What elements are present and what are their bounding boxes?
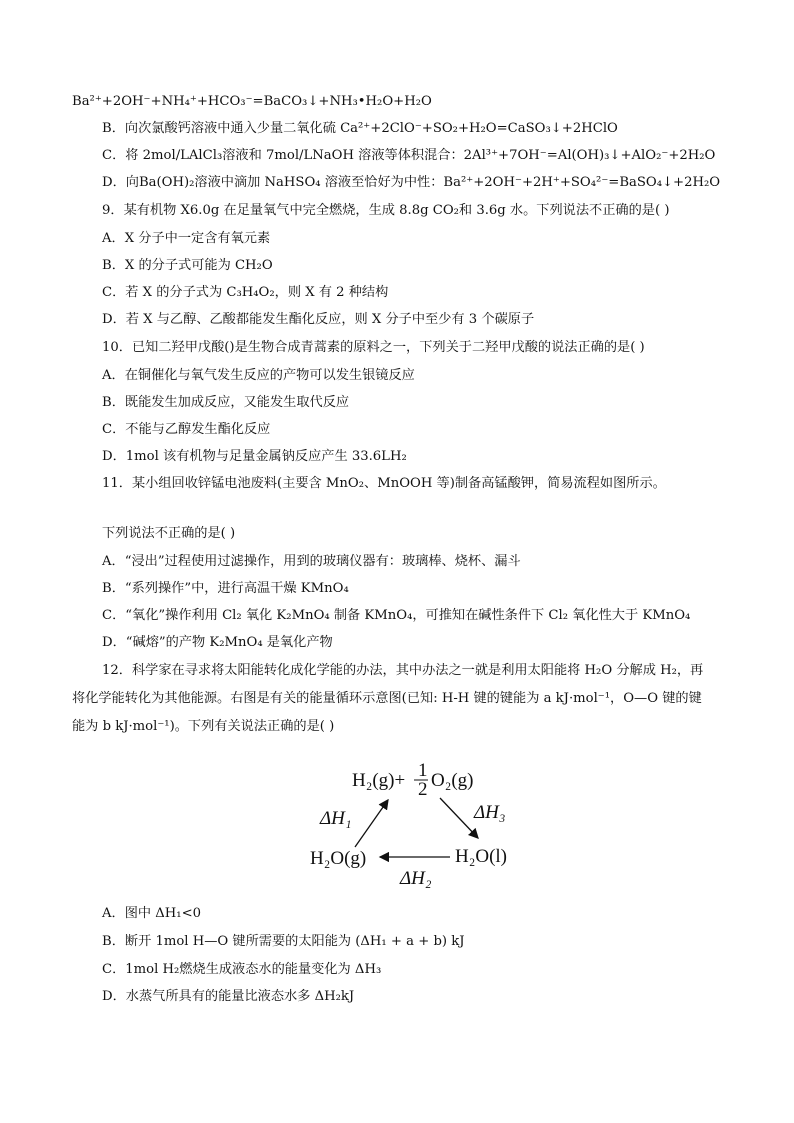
q12-option-c: C．1mol H₂燃烧生成液态水的能量变化为 ΔH₃ (102, 962, 382, 977)
species-h2o-gas: H₂O(g) (310, 848, 367, 869)
top-species-h2: H₂(g)+ (352, 770, 406, 791)
q9-option-b: B．X 的分子式可能为 CH₂O (102, 258, 273, 273)
question-12-line-1: 12．科学家在寻求将太阳能转化成化学能的办法，其中办法之一就是利用太阳能将 H₂O 分解成 H₂，再 (102, 663, 704, 678)
option-d-line: D．向Ba(OH)₂溶液中滴加 NaHSO₄ 溶液至恰好为中性：Ba²⁺+2OH⁻+2H⁺+SO₄²⁻=BaSO₄↓+2H₂O (102, 175, 721, 190)
question-9: 9．某有机物 X6.0g 在足量氧气中完全燃烧，生成 8.8g CO₂和 3.6g 水。下列说法不正确的是( ) (102, 203, 670, 218)
q10-option-b: B．既能发生加成反应，又能发生取代反应 (102, 395, 350, 410)
question-12-line-2: 将化学能转化为其他能源。右图是有关的能量循环示意图(已知: H-H 键的键能为 a kJ·mol⁻¹，O—O 键的键 (72, 691, 702, 706)
top-species-o2: O₂(g) (431, 770, 474, 791)
q9-option-c: C．若 X 的分子式为 C₃H₄O₂，则 X 有 2 种结构 (102, 285, 389, 300)
q9-option-d: D．若 X 与乙醇、乙酸都能发生酯化反应，则 X 分子中至少有 3 个碳原子 (102, 312, 535, 327)
text-line: Ba²⁺+2OH⁻+NH₄⁺+HCO₃⁻=BaCO₃↓+NH₃•H₂O+H₂O (72, 94, 432, 109)
q12-option-d: D．水蒸气所具有的能量比液态水多 ΔH₂kJ (102, 989, 355, 1004)
option-b-line: B．向次氯酸钙溶液中通入少量二氧化硫 Ca²⁺+2ClO⁻+SO₂+H₂O=CaSO₃↓+2HClO (102, 121, 618, 136)
q12-option-a: A．图中 ΔH₁<0 (102, 906, 202, 921)
q10-option-c: C．不能与乙醇发生酯化反应 (102, 422, 271, 437)
q11-option-a: A．“浸出”过程使用过滤操作，用到的玻璃仪器有：玻璃棒、烧杯、漏斗 (102, 554, 521, 569)
species-h2o-liquid: H₂O(l) (455, 846, 507, 867)
option-c-line: C．将 2mol/LAlCl₃溶液和 7mol/LNaOH 溶液等体积混合：2Al³⁺+7OH⁻=Al(OH)₃↓+AlO₂⁻+2H₂O (102, 148, 716, 163)
q9-option-a: A．X 分子中一定含有氧元素 (102, 231, 271, 246)
q10-option-d: D．1mol 该有机物与足量金属钠反应产生 33.6LH₂ (102, 449, 407, 464)
fraction-numerator: 1 (418, 760, 428, 781)
label-dh2: ΔH₂ (400, 868, 432, 889)
question-11: 11．某小组回收锌锰电池废料(主要含 MnO₂、MnOOH 等)制备高锰酸钾，简易流程如图所示。 (102, 476, 666, 491)
q11-option-d: D．“碱熔”的产物 K₂MnO₄ 是氧化产物 (102, 635, 333, 650)
q11-option-c: C．“氧化”操作利用 Cl₂ 氧化 K₂MnO₄ 制备 KMnO₄，可推知在碱性条件下 Cl₂ 氧化性大于 KMnO₄ (102, 608, 691, 623)
label-dh1: ΔH₁ (320, 808, 352, 829)
energy-cycle-diagram (300, 760, 530, 890)
question-12-line-3: 能为 b kJ·mol⁻¹)。下列有关说法正确的是( ) (72, 719, 335, 734)
label-dh3: ΔH₃ (474, 802, 506, 823)
arrow-dh1 (355, 800, 388, 847)
arrow-dh3 (440, 798, 478, 838)
question-10: 10．已知二羟甲戊酸()是生物合成青蒿素的原料之一，下列关于二羟甲戊酸的说法正确的是( ) (102, 340, 645, 355)
q10-option-a: A．在铜催化与氧气发生反应的产物可以发生银镜反应 (102, 368, 415, 383)
q12-option-b: B．断开 1mol H—O 键所需要的太阳能为 (ΔH₁ + a + b) kJ (102, 934, 465, 949)
q11-prompt: 下列说法不正确的是( ) (102, 526, 236, 541)
fraction-denominator: 2 (418, 779, 428, 800)
q11-option-b: B．“系列操作”中，进行高温干燥 KMnO₄ (102, 581, 349, 596)
